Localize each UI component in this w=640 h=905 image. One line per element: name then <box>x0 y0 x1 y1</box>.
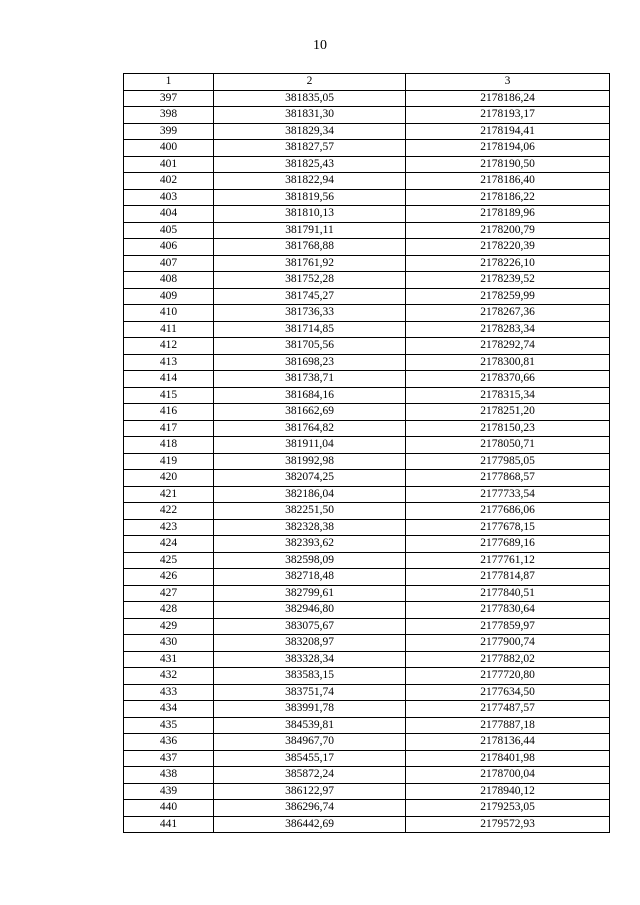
table-row <box>124 552 610 569</box>
x-coordinate-cell: 381736,33 <box>214 305 406 322</box>
x-coordinate-cell: 383583,15 <box>214 668 406 685</box>
point-number-cell: 399 <box>124 123 214 140</box>
x-coordinate-cell: 383751,74 <box>214 684 406 701</box>
point-number-cell: 437 <box>124 750 214 767</box>
point-number-cell: 418 <box>124 437 214 454</box>
y-coordinate-cell: 2177882,02 <box>406 651 610 668</box>
y-coordinate-cell: 2178251,20 <box>406 404 610 421</box>
point-number-cell: 409 <box>124 288 214 305</box>
table-row <box>124 503 610 520</box>
table-row <box>124 90 610 107</box>
y-coordinate-cell: 2178259,99 <box>406 288 610 305</box>
y-coordinate-cell: 2178186,24 <box>406 90 610 107</box>
x-coordinate-cell: 381835,05 <box>214 90 406 107</box>
point-number-cell: 414 <box>124 371 214 388</box>
y-coordinate-cell: 2178186,22 <box>406 189 610 206</box>
table-row <box>124 602 610 619</box>
point-number-cell: 431 <box>124 651 214 668</box>
table-row <box>124 140 610 157</box>
point-number-cell: 436 <box>124 734 214 751</box>
x-coordinate-cell: 381764,82 <box>214 420 406 437</box>
x-coordinate-cell: 386122,97 <box>214 783 406 800</box>
x-coordinate-cell: 381831,30 <box>214 107 406 124</box>
point-number-cell: 419 <box>124 453 214 470</box>
x-coordinate-cell: 382946,80 <box>214 602 406 619</box>
y-coordinate-cell: 2177900,74 <box>406 635 610 652</box>
y-coordinate-cell: 2177733,54 <box>406 486 610 503</box>
table-row <box>124 371 610 388</box>
point-number-cell: 429 <box>124 618 214 635</box>
point-number-cell: 412 <box>124 338 214 355</box>
table-row <box>124 123 610 140</box>
table-body <box>124 74 610 833</box>
x-coordinate-cell: 383991,78 <box>214 701 406 718</box>
x-coordinate-cell: 382186,04 <box>214 486 406 503</box>
table-row <box>124 734 610 751</box>
y-coordinate-cell: 2178370,66 <box>406 371 610 388</box>
point-number-cell: 407 <box>124 255 214 272</box>
table-row <box>124 569 610 586</box>
table-row <box>124 272 610 289</box>
table-row <box>124 387 610 404</box>
x-coordinate-cell: 383208,97 <box>214 635 406 652</box>
x-coordinate-cell: 384539,81 <box>214 717 406 734</box>
point-number-cell: 397 <box>124 90 214 107</box>
y-coordinate-cell: 2178050,71 <box>406 437 610 454</box>
x-coordinate-cell: 385872,24 <box>214 767 406 784</box>
x-coordinate-cell: 381911,04 <box>214 437 406 454</box>
x-coordinate-cell: 386442,69 <box>214 816 406 833</box>
y-coordinate-cell: 2178194,06 <box>406 140 610 157</box>
y-coordinate-cell: 2178267,36 <box>406 305 610 322</box>
y-coordinate-cell: 2178150,23 <box>406 420 610 437</box>
point-number-cell: 428 <box>124 602 214 619</box>
x-coordinate-cell: 381745,27 <box>214 288 406 305</box>
x-coordinate-cell: 382799,61 <box>214 585 406 602</box>
table-row <box>124 321 610 338</box>
table-row <box>124 717 610 734</box>
y-coordinate-cell: 2178193,17 <box>406 107 610 124</box>
table-row <box>124 206 610 223</box>
x-coordinate-cell: 381752,28 <box>214 272 406 289</box>
x-coordinate-cell: 382251,50 <box>214 503 406 520</box>
point-number-cell: 426 <box>124 569 214 586</box>
table-row <box>124 750 610 767</box>
point-number-cell: 411 <box>124 321 214 338</box>
x-coordinate-cell: 383075,67 <box>214 618 406 635</box>
point-number-cell: 438 <box>124 767 214 784</box>
y-coordinate-cell: 2177859,97 <box>406 618 610 635</box>
point-number-cell: 440 <box>124 800 214 817</box>
y-coordinate-cell: 2178300,81 <box>406 354 610 371</box>
table-row <box>124 255 610 272</box>
y-coordinate-cell: 2179253,05 <box>406 800 610 817</box>
point-number-cell: 402 <box>124 173 214 190</box>
table-row <box>124 404 610 421</box>
x-coordinate-cell: 381768,88 <box>214 239 406 256</box>
y-coordinate-cell: 2178136,44 <box>406 734 610 751</box>
point-number-cell: 420 <box>124 470 214 487</box>
x-coordinate-cell: 381825,43 <box>214 156 406 173</box>
x-coordinate-cell: 381684,16 <box>214 387 406 404</box>
x-coordinate-cell: 385455,17 <box>214 750 406 767</box>
x-coordinate-cell: 382718,48 <box>214 569 406 586</box>
point-number-cell: 400 <box>124 140 214 157</box>
table-row <box>124 173 610 190</box>
y-coordinate-cell: 2177686,06 <box>406 503 610 520</box>
point-number-cell: 422 <box>124 503 214 520</box>
point-number-cell: 424 <box>124 536 214 553</box>
x-coordinate-cell: 382328,38 <box>214 519 406 536</box>
point-number-cell: 416 <box>124 404 214 421</box>
table-row <box>124 354 610 371</box>
point-number-cell: 417 <box>124 420 214 437</box>
table-row <box>124 701 610 718</box>
table-row <box>124 618 610 635</box>
x-coordinate-cell: 382393,62 <box>214 536 406 553</box>
table-row <box>124 684 610 701</box>
column-header-2: 2 <box>214 74 406 91</box>
table-row <box>124 783 610 800</box>
table-row <box>124 536 610 553</box>
point-number-cell: 421 <box>124 486 214 503</box>
y-coordinate-cell: 2178186,40 <box>406 173 610 190</box>
x-coordinate-cell: 381827,57 <box>214 140 406 157</box>
x-coordinate-cell: 381829,34 <box>214 123 406 140</box>
y-coordinate-cell: 2177720,80 <box>406 668 610 685</box>
table-row <box>124 486 610 503</box>
y-coordinate-cell: 2178700,04 <box>406 767 610 784</box>
coordinates-table <box>123 73 610 833</box>
table-row <box>124 338 610 355</box>
column-header-1: 1 <box>124 74 214 91</box>
y-coordinate-cell: 2178226,10 <box>406 255 610 272</box>
table-row <box>124 816 610 833</box>
table-row <box>124 800 610 817</box>
x-coordinate-cell: 381761,92 <box>214 255 406 272</box>
table-row <box>124 239 610 256</box>
point-number-cell: 433 <box>124 684 214 701</box>
point-number-cell: 410 <box>124 305 214 322</box>
x-coordinate-cell: 381662,69 <box>214 404 406 421</box>
point-number-cell: 435 <box>124 717 214 734</box>
x-coordinate-cell: 382598,09 <box>214 552 406 569</box>
point-number-cell: 405 <box>124 222 214 239</box>
x-coordinate-cell: 381791,11 <box>214 222 406 239</box>
y-coordinate-cell: 2179572,93 <box>406 816 610 833</box>
point-number-cell: 398 <box>124 107 214 124</box>
x-coordinate-cell: 381822,94 <box>214 173 406 190</box>
point-number-cell: 406 <box>124 239 214 256</box>
point-number-cell: 425 <box>124 552 214 569</box>
table-header-row <box>124 74 610 91</box>
y-coordinate-cell: 2177761,12 <box>406 552 610 569</box>
table-row <box>124 156 610 173</box>
y-coordinate-cell: 2178292,74 <box>406 338 610 355</box>
table-row <box>124 519 610 536</box>
y-coordinate-cell: 2178220,39 <box>406 239 610 256</box>
y-coordinate-cell: 2178283,34 <box>406 321 610 338</box>
y-coordinate-cell: 2177814,87 <box>406 569 610 586</box>
x-coordinate-cell: 381714,85 <box>214 321 406 338</box>
y-coordinate-cell: 2178940,12 <box>406 783 610 800</box>
table-row <box>124 107 610 124</box>
y-coordinate-cell: 2178190,50 <box>406 156 610 173</box>
y-coordinate-cell: 2177678,15 <box>406 519 610 536</box>
point-number-cell: 404 <box>124 206 214 223</box>
x-coordinate-cell: 381698,23 <box>214 354 406 371</box>
x-coordinate-cell: 381738,71 <box>214 371 406 388</box>
point-number-cell: 434 <box>124 701 214 718</box>
y-coordinate-cell: 2178315,34 <box>406 387 610 404</box>
point-number-cell: 413 <box>124 354 214 371</box>
y-coordinate-cell: 2177487,57 <box>406 701 610 718</box>
table-row <box>124 635 610 652</box>
table-row <box>124 420 610 437</box>
point-number-cell: 441 <box>124 816 214 833</box>
y-coordinate-cell: 2177868,57 <box>406 470 610 487</box>
x-coordinate-cell: 381819,56 <box>214 189 406 206</box>
table-row <box>124 668 610 685</box>
x-coordinate-cell: 384967,70 <box>214 734 406 751</box>
table-row <box>124 189 610 206</box>
table-row <box>124 222 610 239</box>
point-number-cell: 401 <box>124 156 214 173</box>
x-coordinate-cell: 381810,13 <box>214 206 406 223</box>
y-coordinate-cell: 2178194,41 <box>406 123 610 140</box>
point-number-cell: 403 <box>124 189 214 206</box>
table-row <box>124 437 610 454</box>
table-row <box>124 470 610 487</box>
y-coordinate-cell: 2177887,18 <box>406 717 610 734</box>
table-row <box>124 585 610 602</box>
point-number-cell: 432 <box>124 668 214 685</box>
page-number: 10 <box>313 38 327 53</box>
point-number-cell: 415 <box>124 387 214 404</box>
y-coordinate-cell: 2178200,79 <box>406 222 610 239</box>
point-number-cell: 427 <box>124 585 214 602</box>
point-number-cell: 439 <box>124 783 214 800</box>
y-coordinate-cell: 2177689,16 <box>406 536 610 553</box>
x-coordinate-cell: 386296,74 <box>214 800 406 817</box>
column-header-3: 3 <box>406 74 610 91</box>
y-coordinate-cell: 2177634,50 <box>406 684 610 701</box>
table-row <box>124 767 610 784</box>
point-number-cell: 408 <box>124 272 214 289</box>
x-coordinate-cell: 382074,25 <box>214 470 406 487</box>
x-coordinate-cell: 383328,34 <box>214 651 406 668</box>
y-coordinate-cell: 2177840,51 <box>406 585 610 602</box>
y-coordinate-cell: 2177830,64 <box>406 602 610 619</box>
y-coordinate-cell: 2177985,05 <box>406 453 610 470</box>
table-row <box>124 305 610 322</box>
point-number-cell: 423 <box>124 519 214 536</box>
y-coordinate-cell: 2178401,98 <box>406 750 610 767</box>
x-coordinate-cell: 381992,98 <box>214 453 406 470</box>
y-coordinate-cell: 2178239,52 <box>406 272 610 289</box>
table-row <box>124 288 610 305</box>
table-row <box>124 453 610 470</box>
x-coordinate-cell: 381705,56 <box>214 338 406 355</box>
table-row <box>124 651 610 668</box>
point-number-cell: 430 <box>124 635 214 652</box>
y-coordinate-cell: 2178189,96 <box>406 206 610 223</box>
